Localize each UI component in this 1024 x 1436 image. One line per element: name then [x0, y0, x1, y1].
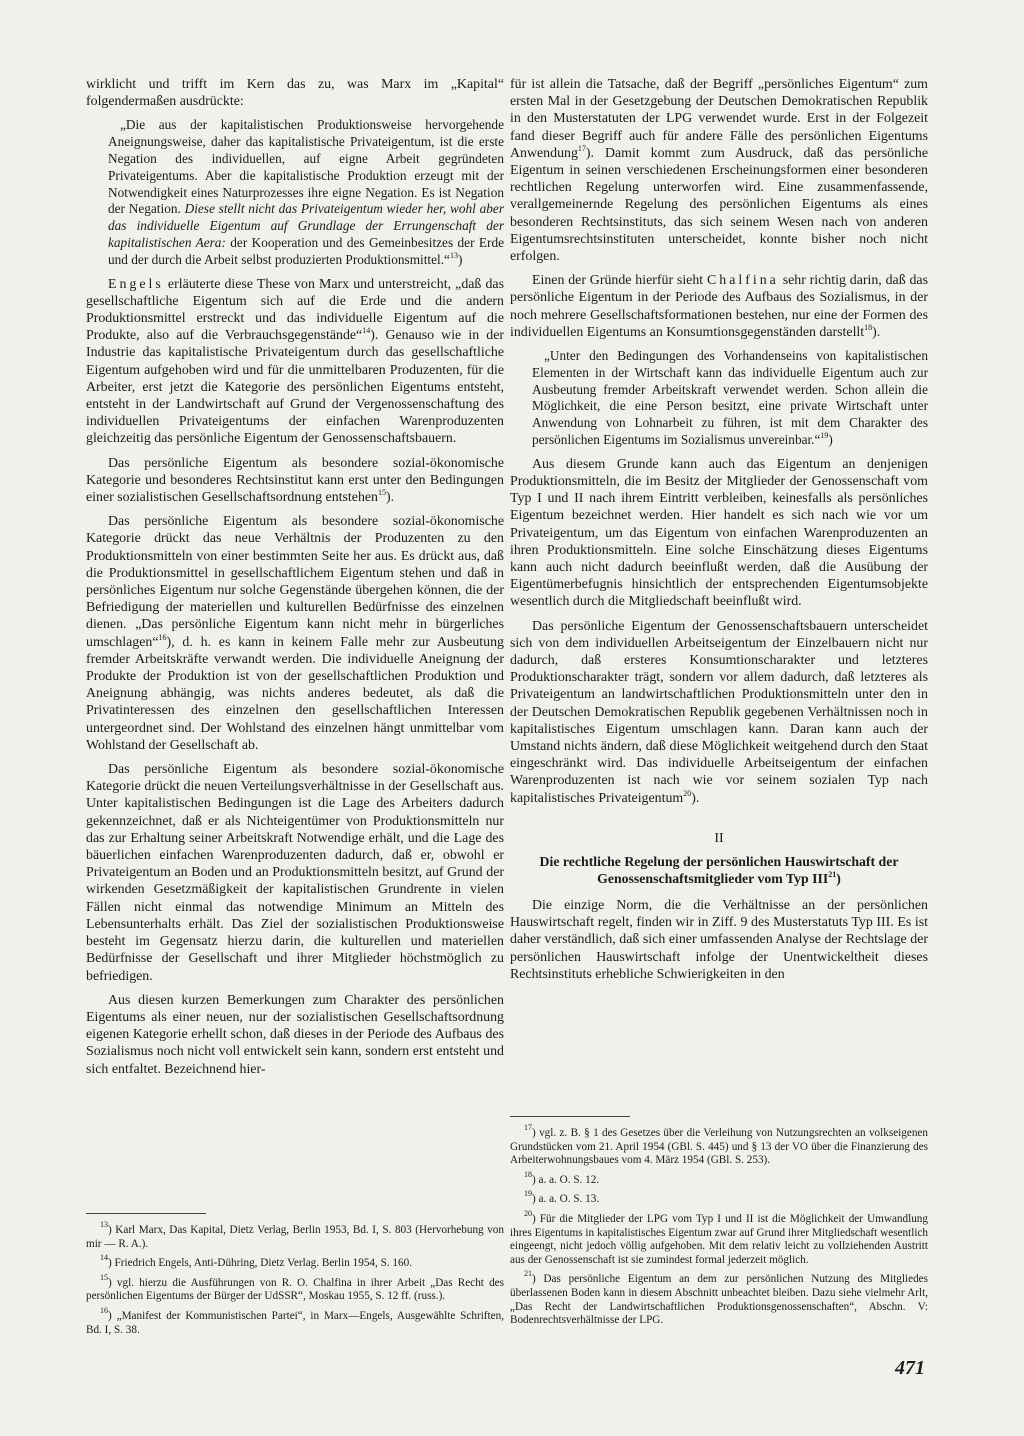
footnote-text: a. a. O. S. 13. — [538, 1193, 600, 1206]
page-number: 471 — [895, 1357, 925, 1379]
footnote-number: 13 — [100, 1220, 108, 1229]
paragraph: Die einzige Norm, die die Verhältnisse an der persönlichen Hauswirtschaft regelt, finden wir in Ziff. 9 des Musterstatuts Typ III. Es ist daher verständlich, daß sich einer umfassenden Analyse der Rechtslage der persönlichen Hauswirtschaft infolge der Unentwickeltheit dieses Rechtsinstituts erhebliche Schwierigkeiten in den — [510, 897, 928, 982]
paragraph — [86, 513, 504, 754]
paragraph — [510, 618, 928, 807]
paragraph-text: ). — [691, 790, 700, 806]
footnote: $^{17}$) vgl. z. B. § 1 des Gesetzes über die Verleihung von Nutzungsrechten an volkseigenen Grundstücken vom 21. April 1954 (GBl. S. 445) und § 13 der VO über die Finanzierung des Arbeiterwohnungsbaues vom 4. März 1954 (GBl. S. 253). — [510, 1123, 928, 1167]
footnote-text: Das persönliche Eigentum an dem zur persönlichen Nutzung des Mitgliedes überlassenen Boden kann in diesem Abschnitt unbeachtet bleiben. Dazu siehe vielmehr Arlt, „Das Recht der Landwirtschaftlichen Produktionsgenossenschaften“, Abschn. V: Bodenrechtsverhältnisse der LPG. — [510, 1273, 928, 1327]
footnote-ref: 18 — [864, 322, 873, 332]
footnote-number: 21 — [524, 1269, 532, 1279]
paragraph-text: ). — [386, 490, 395, 506]
block-quote: „Die aus der kapitalistischen Produktionsweise hervorgehende Aneignungsweise, daher das kapitalistische Privateigentum, ist die erste Negation des individuellen, auf eigne Arbeit gegründeten Privateigentums. Aber die kapitalistische Produktion erzeugt mit der Notwendigkeit eines Naturprozesses ihre eigne Negation. Es ist Negation der Negation. Diese stellt nicht das Privateigentum wieder her, wohl aber das individuelle Eigentum auf Grundlage der Errungenschaft der kapitalistischen Aera: der Kooperation und des Gemeinbesitzes der Erde und der durch die Arbeit selbst produzierten Produktionsmittel.“$^{13}$) — [108, 117, 504, 267]
paragraph-text: ). Damit kommt zum Ausdruck, daß das persönliche Eigentum in seinen verschiedenen Erscheinungsformen einer besonderen rechtlichen Regelung unterworfen wird. Eine zusammenfassende, verallgemeinernde Regelung des persönlichen Eigentums als eines besonderen Rechtsinstituts, das sich seinem Wesen nach von anderen Eigentumsrechtsinstituten unterscheidet, konnte bisher noch nicht erfolgen. — [510, 145, 928, 265]
left-footnotes — [86, 1205, 504, 1343]
footnote-number: 15 — [100, 1272, 108, 1282]
paragraph-text: sehr richtig darin, daß das persönliche Eigentum in der Periode des Aufbaus des Sozialismus, in der noch mehrere Gesellschaftsformationen bestehen, nur eine der Formen des individuellen Eigentums an Konsumtionsgegenständen darstellt — [510, 273, 928, 340]
footnote-number: 19 — [524, 1189, 532, 1199]
footnote-ref: 17 — [577, 143, 586, 153]
footnote-number: 20 — [524, 1208, 532, 1218]
quote-text: „Die aus der kapitalistischen Produktionsweise hervorgehende Aneignungsweise, daher das kapitalistische Privateigentum, ist die erste Negation des individuellen, auf eigne Arbeit gegründeten Privateigentums. Aber die kapitalistische Produktion erzeugt mit der Notwendigkeit eines Naturprozesses ihre eigne Negation. Es ist Negation der Negation. — [108, 117, 504, 217]
left-column — [86, 76, 504, 1085]
footnote-number: 16 — [100, 1305, 108, 1315]
paragraph: Aus diesen kurzen Bemerkungen zum Charakter des persönlichen Eigentums als einer neuen, nur der sozialistischen Gesellschaftsordnung eigenen Kategorie erhellt schon, daß dieses in der Periode des Aufbaus des Sozialismus noch nicht voll entwickelt sein kann, sondern erst entsteht und sich entfaltet. Bezeichnend hier- — [86, 992, 504, 1077]
quote-text: ) — [828, 432, 833, 448]
quote-text: der Kooperation und des Gemeinbesitzes der Erde und der durch die Arbeit selbst produzierten Produktionsmittel.“ — [108, 234, 504, 267]
block-quote — [532, 348, 928, 449]
footnote-ref: 21 — [828, 869, 837, 879]
section-title — [510, 853, 928, 887]
paragraph: Das persönliche Eigentum als besondere sozial-ökonomische Kategorie drückt die neuen Verteilungsverhältnisse in der Gesellschaft aus. Unter kapitalistischen Bedingungen ist die Lage des Arbeiters dadurch gekennzeichnet, daß er als Nichteigentümer von Produktionsmitteln nur das zur Erhaltung seiner Arbeitskraft Notwendige erhält, und die Lage des bäuerlichen einfachen Warenproduzenten dadurch, daß er, obwohl er Privateigentum an Boden und an Produktionsmitteln besitzt, auf Grund der wirkenden Gesetzmäßigkeit der kapitalistischen Grundrente in vielen Fällen nicht einmal das notwendige Minimum an Mitteln des Lebensunterhalts erhält. Das Ziel der sozialistischen Produktionsweise besteht im Gegensatz hierzu darin, die kulturellen und materiellen Bedürfnisse der Gesellschaft und ihrer Mitglieder höchstmöglich zu befriedigen. — [86, 762, 504, 984]
footnote-text: a. a. O. S. 12. — [538, 1173, 600, 1186]
spaced-name: Engels — [108, 276, 164, 292]
section-title-text: Die rechtliche Regelung der persönlichen Hauswirtschaft der Genossenschaftsmitglieder vom Typ III — [539, 853, 899, 886]
paragraph-text: Das persönliche Eigentum als besondere sozial-ökonomische Kategorie drückt das neue Verhältnis der Produzenten zu den Produktionsmitteln von einer bestimmten Seite her aus. Es drückt aus, daß die Produktionsmittel in gesellschaftlichem Eigentum stehen und daß in persönliches Eigentum nur solche Gegenstände übergehen können, die der Befriedigung der materiellen und kulturellen Bedürfnisse des einzelnen dienen. „Das persönliche Eigentum kann nicht mehr in bürgerliches umschlagen“ — [86, 514, 504, 650]
footnote-divider — [86, 1213, 206, 1214]
footnote: $^{15}$) vgl. hierzu die Ausführungen von R. O. Chalfina in ihrer Arbeit „Das Recht des persönlichen Eigentums der Bürger der UdSSR“, Moskau 1955, S. 12 ff. (russ.). — [86, 1272, 504, 1303]
paragraph-text: Das persönliche Eigentum als besondere sozial-ökonomische Kategorie und besonderes Rechtsinstitut kann erst unter den Bedingungen einer sozialistischen Gesellschaftsordnung entstehen — [86, 455, 504, 506]
footnote: $^{19}$) a. a. O. S. 13. — [524, 1189, 600, 1206]
paragraph-text: ). — [872, 324, 881, 340]
section-number: II — [714, 830, 724, 846]
paragraph — [86, 276, 504, 448]
paragraph: Aus diesem Grunde kann auch das Eigentum an denjenigen Produktionsmitteln, die im Besitz der Mitglieder der Genossenschaft vom Typ I und II nach ihrem Eintritt verbleiben, keinesfalls als persönliches Eigentum bezeichnet werden. Hier handelt es sich nach wie vor um Privateigentum, um das Eigentum von einfachen Warenproduzenten an ihren Produktionsmitteln. Eine solche Einschätzung dieses Eigentums kann auch nicht dadurch beeinflußt werden, daß die Ausübung der Eigentümerbefugnis hinsichtlich der entsprechenden Eigentumsobjekte wesentlich durch die Mitgliedschaft beeinflußt wird. — [510, 456, 928, 610]
footnote-text: vgl. z. B. § 1 des Gesetzes über die Verleihung von Nutzungsrechten an volkseigenen Grundstücken vom 21. April 1954 (GBl. S. 445) und § 13 der VO über die Finanzierung des Arbeiterwohnungsbaues vom 4. März 1954 (GBl. S. 253). — [510, 1127, 928, 1167]
footnote-number: 17 — [524, 1123, 532, 1132]
paragraph-text: erläuterte diese These von Marx und unterstreicht, „daß das gesellschaftliche Eigentum sich auf die Erde und die andern Produktionsmittel erstreckt und das individuelle Eigentum auf die Produkte, also auf die Verbrauchsgegenstände“ — [86, 276, 504, 344]
paragraph-text: ), d. h. es kann in keinem Falle mehr zur Ausbeutung fremder Arbeitskräfte verwandt werden. Die individuelle Aneignung der Produkte der Produktion ist von der gesellschaftlichen Produktion und Aneignung abhängig, was nichts anderes bedeutet, als daß die Privatinteressen des einzelnen den gesellschaftlichen Interessen untergeordnet sind. Der Wohlstand des einzelnen hängt unmittelbar vom Wohlstand der Gesellschaft ab. — [86, 634, 504, 753]
paragraph-text: ). Genauso wie in der Industrie das kapitalistische Privateigentum durch das gesellschaftliche Eigentum aufgehoben wird und für die unmittelbaren Produzenten, für die Arbeiter, erst jetzt die Kategorie des persönlichen Eigentums entsteht, entsteht in der Landwirtschaft auf Grund der Vergenossenschaftung des individuellen Privateigentums der einfachen Warenproduzenten gleichzeitig das persönliche Eigentum der Genossenschaftsbauern. — [86, 328, 504, 447]
footnote-number: 18 — [524, 1169, 532, 1179]
footnote-number: 14 — [100, 1253, 108, 1263]
paragraph-text: Das persönliche Eigentum der Genossenschaftsbauern unterscheidet sich von dem individuellen Arbeitseigentum der Einzelbauern nicht nur dadurch, daß ersteres Konsumtionscharakter und letzteres Produktionscharakter trägt, sondern vor allem dadurch, daß letzteres als Privateigentum an landwirtschaftlichen Produktionsmitteln unter den in der Deutschen Demokratischen Republik gegebenen Verhältnissen noch in kapitalistisches Eigentum umschlagen kann. Daran kann auch der Umstand nichts ändern, daß diese Möglichkeit weitgehend durch den Staat eingeschränkt wird. Das individuelle Arbeitseigentum der einfachen Warenproduzenten ist nach wie vor seinem sozialen Typ nach kapitalistisches Privateigentum — [510, 618, 928, 806]
section-title-text: ) — [836, 870, 841, 886]
paragraph — [510, 76, 928, 265]
paragraph-text: Einen der Gründe hierfür sieht — [532, 273, 704, 289]
right-column — [510, 76, 928, 990]
footnote: $^{14}$) Friedrich Engels, Anti-Dühring, Dietz Verlag. Berlin 1954, S. 160. — [100, 1253, 412, 1270]
spaced-name: Chalfina — [707, 273, 779, 289]
right-footnotes — [510, 1108, 928, 1334]
footnote-ref: 14 — [362, 326, 371, 336]
paragraph — [86, 455, 504, 507]
quote-text: „Unter den Bedingungen des Vorhandenseins von kapitalistischen Elementen in der Wirtschaft kann das individuelle Eigentum auch zur Ausbeutung fremder Arbeitskraft verwendet werden. Schon allein die Möglichkeit, die eine Person besitzt, eine private Wirtschaft unter Anwendung von Lohnarbeit zu führen, ist mit dem Charakter des persönlichen Eigentums im Sozialismus unvereinbar.“ — [532, 348, 928, 448]
quote-italic-text: Diese stellt nicht das Privateigentum wieder her, wohl aber das individuelle Eigentum auf Grundlage der Errungenschaft der kapitalistischen Aera: — [108, 201, 504, 250]
footnote: $^{18}$) a. a. O. S. 12. — [524, 1169, 600, 1186]
footnote-text: Karl Marx, Das Kapital, Dietz Verlag, Berlin 1953, Bd. I, S. 803 (Hervorhebung von mir — R. A.). — [86, 1224, 504, 1250]
footnote-ref: 15 — [378, 488, 387, 498]
footnote-ref: 19 — [820, 431, 829, 441]
paragraph-text: für ist allein die Tatsache, daß der Begriff „persönliches Eigentum“ zum ersten Mal in der Gesetzgebung der Deutschen Demokratischen Republik in den Musterstatuten der LPG verwendet wurde. Erst in der Folgezeit fand dieser Begriff auch für andere Fälle des persönlichen Eigentums Anwendung — [510, 77, 928, 161]
footnote: $^{21}$) Das persönliche Eigentum an dem zur persönlichen Nutzung des Mitgliedes überlassenen Boden kann in diesem Abschnitt unbeachtet bleiben. Dazu siehe vielmehr Arlt, „Das Recht der Landwirtschaftlichen Produktionsgenossenschaften“, Abschn. V: Bodenrechtsverhältnisse der LPG. — [510, 1269, 928, 1327]
footnote-ref: 13 — [449, 250, 458, 260]
footnote: $^{20}$) Für die Mitglieder der LPG vom Typ I und II ist die Möglichkeit der Umwandlung ihres Eigentums in kapitalistisches Eigentum zwar auf Grund ihrer Mitgliedschaft wesentlich eingeengt, nicht jedoch völlig aufgehoben. Mit dem relativ leicht zu vollziehenden Austritt aus der Genossenschaft ist sie zumindest formal jederzeit möglich. — [510, 1208, 928, 1266]
footnote-divider — [510, 1116, 630, 1117]
footnote-ref: 16 — [158, 632, 167, 642]
paragraph — [510, 272, 928, 341]
footnote-ref: 20 — [683, 788, 692, 798]
footnote-text: Für die Mitglieder der LPG vom Typ I und II ist die Möglichkeit der Umwandlung ihres Eigentums in kapitalistisches Eigentum zwar auf Grund ihrer Mitgliedschaft wesentlich eingeengt, nicht jedoch völlig aufgehoben. Mit dem relativ leicht zu vollziehenden Austritt aus der Genossenschaft ist sie zumindest formal jederzeit möglich. — [510, 1212, 928, 1266]
footnote-text: „Manifest der Kommunistischen Partei“, in Marx—Engels, Ausgewählte Schriften, Bd. I, S. 38. — [86, 1309, 504, 1336]
footnote: $^{16}$) „Manifest der Kommunistischen Partei“, in Marx—Engels, Ausgewählte Schriften, Bd. I, S. 38. — [86, 1305, 504, 1336]
footnote-text: Friedrich Engels, Anti-Dühring, Dietz Verlag. Berlin 1954, S. 160. — [114, 1257, 412, 1270]
footnote-text: vgl. hierzu die Ausführungen von R. O. Chalfina in ihrer Arbeit „Das Recht des persönlichen Eigentums der Bürger der UdSSR“, Moskau 1955, S. 12 ff. (russ.). — [86, 1276, 504, 1303]
paragraph: wirklicht und trifft im Kern das zu, was Marx im „Kapital“ folgendermaßen ausdrückte: — [86, 77, 504, 110]
footnote: $^{13}$) Karl Marx, Das Kapital, Dietz Verlag, Berlin 1953, Bd. I, S. 803 (Hervorhebung von mir — R. A.). — [86, 1220, 504, 1250]
